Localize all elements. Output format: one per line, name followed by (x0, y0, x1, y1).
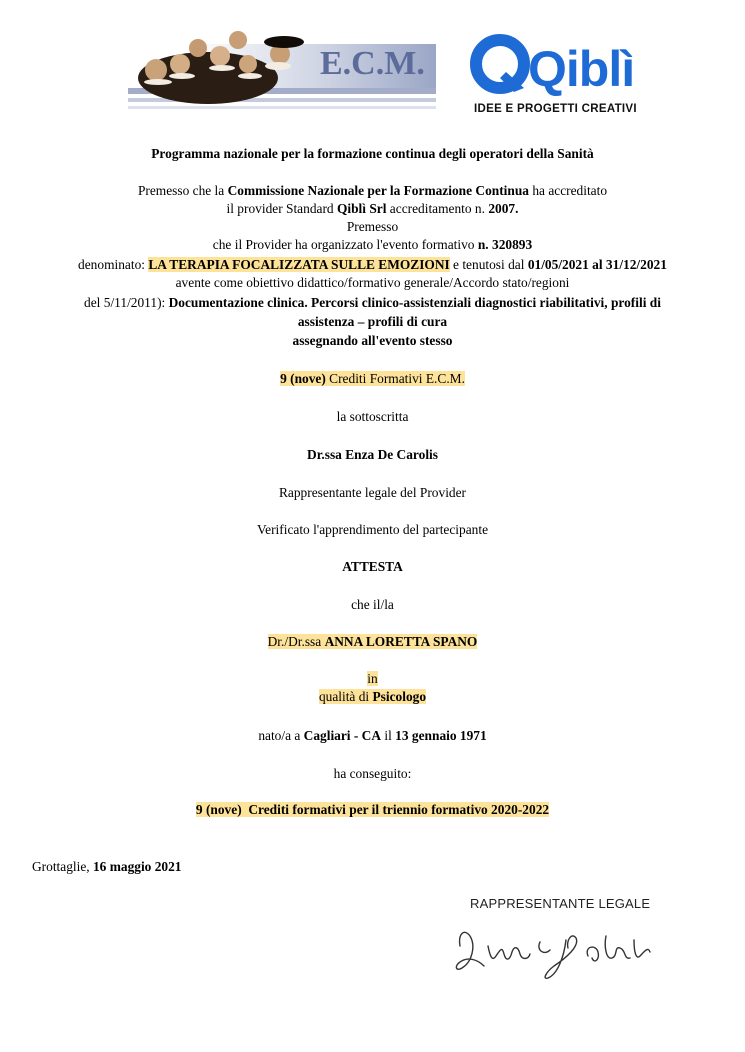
assigning-line: assegnando all'evento stesso (292, 333, 453, 348)
premise-line-3: Premesso (346, 219, 399, 234)
premise-line-1: Premesso che la Commissione Nazionale per la Formazione Continua ha accreditato (137, 183, 608, 198)
undersigned-line: la sottoscritta (336, 409, 409, 424)
participant-name: ANNA LORETTA SPANO (324, 634, 478, 649)
final-credits-line: 9 (nove) Crediti formativi per il triennio formativo 2020-2022 (195, 802, 550, 817)
event-number-line: che il Provider ha organizzato l'evento formativo n. 320893 (212, 237, 533, 252)
in-line: in (367, 671, 378, 686)
participant-line: Dr./Dr.ssa ANNA LORETTA SPANO (267, 634, 478, 649)
signer-role: Rappresentante legale del Provider (278, 485, 467, 500)
obtained-line: ha conseguito: (333, 766, 412, 781)
place-date: Grottaglie, 16 maggio 2021 (32, 859, 182, 874)
ecm-logo (128, 26, 438, 124)
che-line: che il/la (351, 597, 394, 612)
signer-name: Dr.ssa Enza De Carolis (307, 447, 438, 462)
event-name-line: denominato: LA TERAPIA FOCALIZZATA SULLE EMOZIONI e tenutosi dal 01/05/2021 al 31/12/2021 (78, 257, 667, 272)
objective-detail-line-2: assistenza – profili di cura (297, 314, 448, 329)
objective-line: avente come obiettivo didattico/formativo generale/Accordo stato/regioni (175, 275, 570, 290)
premise-line-2: il provider Standard Qiblì Srl accreditamento n. 2007. (226, 201, 519, 216)
signature-block (448, 894, 668, 984)
birth-line: nato/a a Cagliari - CA il 13 gennaio 1971 (258, 728, 487, 743)
ecm-logo-text: E.C.M. (320, 45, 425, 82)
qibli-logo-text: Qiblì (528, 41, 635, 97)
credits-line: 9 (nove) Crediti Formativi E.C.M. (280, 371, 465, 386)
handwritten-signature (448, 916, 668, 982)
qibli-logo (470, 32, 645, 118)
certificate-title: Programma nazionale per la formazione continua degli operatori della Sanità (151, 146, 594, 161)
attesta-heading: ATTESTA (342, 559, 403, 574)
signature-title: RAPPRESENTANTE LEGALE (470, 896, 651, 911)
qibli-tagline: IDEE E PROGETTI CREATIVI (474, 103, 637, 115)
event-title-highlight: LA TERAPIA FOCALIZZATA SULLE EMOZIONI (148, 257, 450, 272)
verified-line: Verificato l'apprendimento del partecipante (256, 522, 489, 537)
objective-detail-line: del 5/11/2011): Documentazione clinica. Percorsi clinico-assistenziali diagnostici riabilitativi, profili di (84, 295, 661, 310)
quality-line: qualità di Psicologo (318, 689, 427, 704)
